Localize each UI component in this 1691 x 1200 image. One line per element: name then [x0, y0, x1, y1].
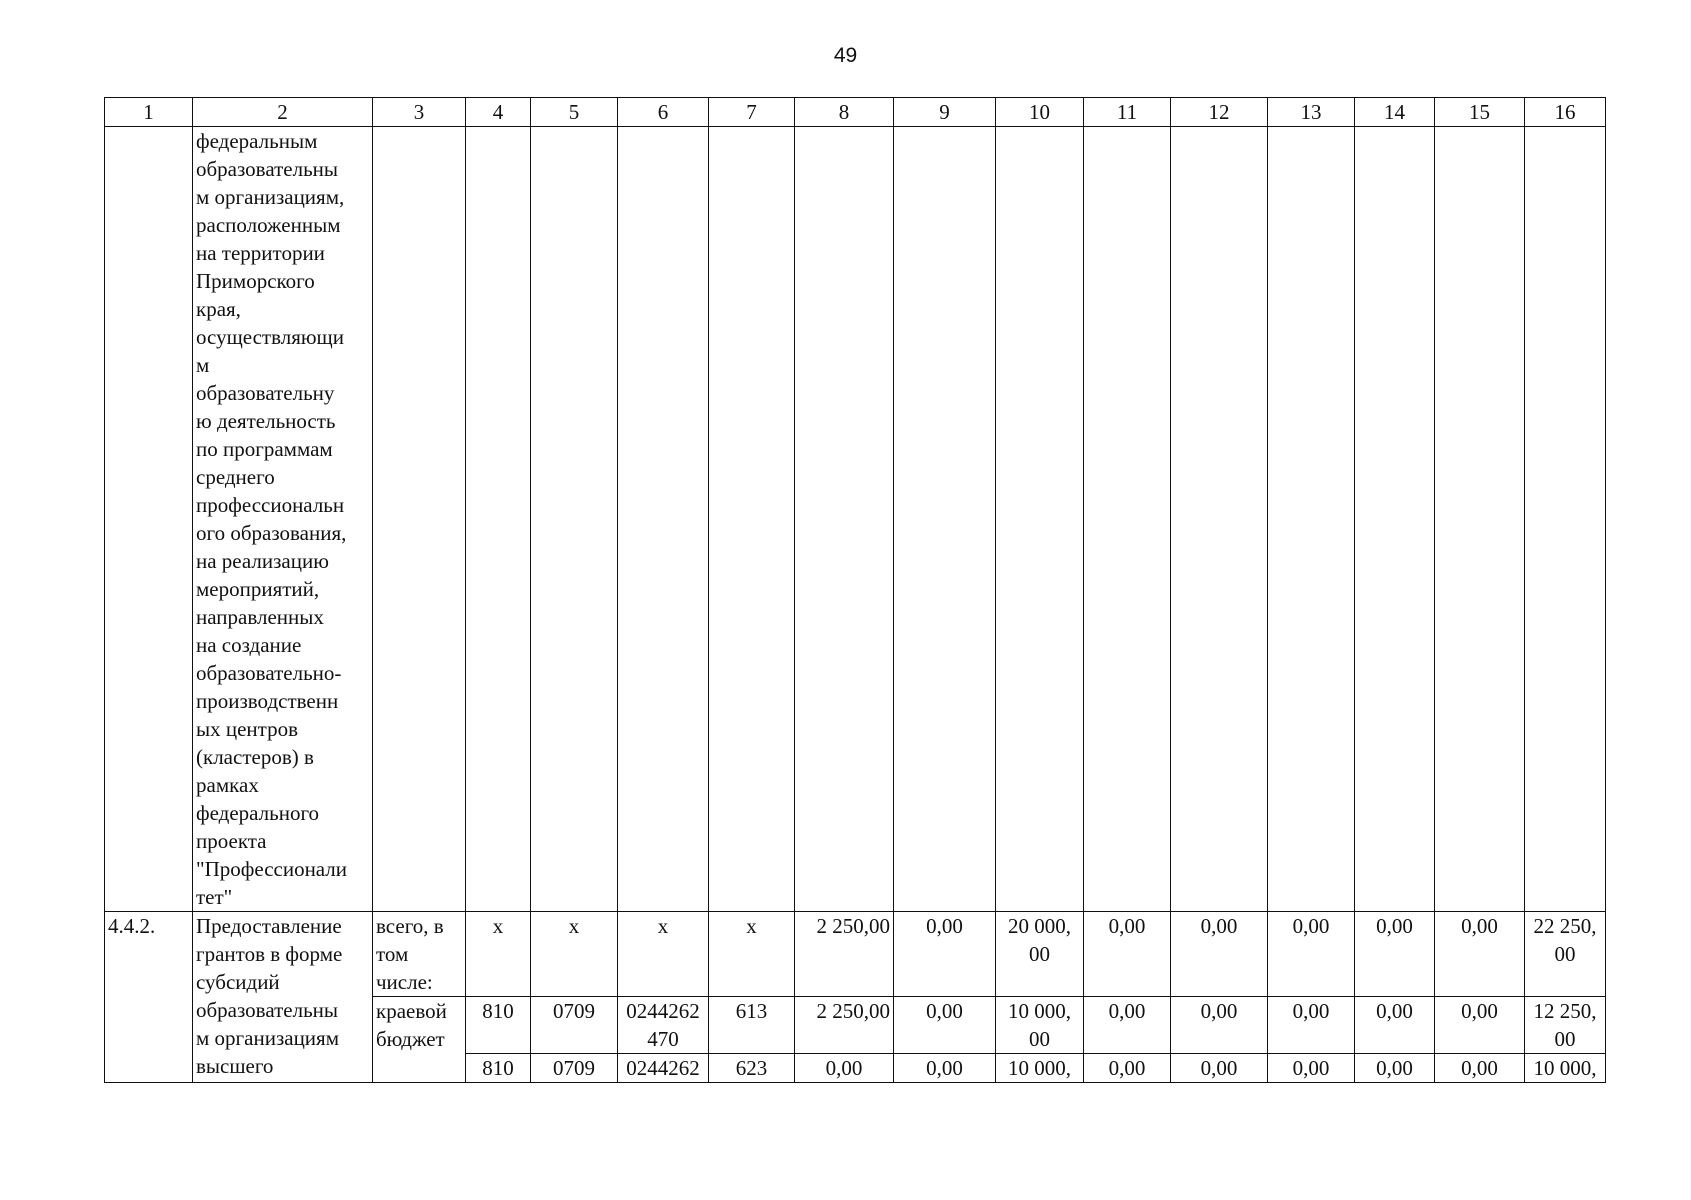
value-cell: 2 250,00: [795, 997, 894, 1054]
value-cell: 0,00: [1435, 1054, 1525, 1083]
empty-cell: [1355, 127, 1435, 912]
value-cell: 0,00: [1355, 912, 1435, 997]
empty-cell: [466, 127, 531, 912]
empty-cell: [894, 127, 996, 912]
empty-cell: [1171, 127, 1268, 912]
section-cell: 0709: [531, 1054, 618, 1083]
value-cell: 0,00: [1435, 912, 1525, 997]
header-cell: 8: [795, 98, 894, 127]
item-description: Предоставление грантов в форме субсидий образовательны м организациям высшего: [193, 912, 373, 1083]
empty-cell: [1084, 127, 1171, 912]
header-cell: 1: [105, 98, 193, 127]
vr-cell: 613: [709, 997, 795, 1054]
header-row: [105, 98, 1606, 127]
value-cell: 0,00: [1268, 1054, 1355, 1083]
value-cell: 0,00: [1355, 1054, 1435, 1083]
target-cell: 0244262 470: [618, 997, 709, 1054]
continued-row: [105, 127, 1606, 912]
empty-cell: [996, 127, 1084, 912]
value-cell: 0,00: [1084, 1054, 1171, 1083]
empty-cell: [373, 127, 466, 912]
value-cell: 0,00: [894, 1054, 996, 1083]
value-cell: 0,00: [795, 1054, 894, 1083]
vr-cell: x: [709, 912, 795, 997]
target-cell: x: [618, 912, 709, 997]
value-cell: 20 000, 00: [996, 912, 1084, 997]
source-cell: всего, в том числе:: [373, 912, 466, 997]
empty-cell: [709, 127, 795, 912]
table-row: [105, 912, 1606, 997]
header-cell: 7: [709, 98, 795, 127]
header-cell: 3: [373, 98, 466, 127]
header-cell: 14: [1355, 98, 1435, 127]
total-cell: 12 250, 00: [1525, 997, 1606, 1054]
header-cell: 16: [1525, 98, 1606, 127]
value-cell: 10 000,: [996, 1054, 1084, 1083]
source-cell: краевой бюджет: [373, 997, 466, 1083]
item-number: 4.4.2.: [105, 912, 193, 1083]
header-cell: 10: [996, 98, 1084, 127]
target-cell: 0244262: [618, 1054, 709, 1083]
header-cell: 2: [193, 98, 373, 127]
value-cell: 0,00: [1435, 997, 1525, 1054]
empty-cell: [795, 127, 894, 912]
section-cell: 0709: [531, 997, 618, 1054]
value-cell: 0,00: [1171, 912, 1268, 997]
gr-cell: 810: [466, 997, 531, 1054]
continued-number-cell: [105, 127, 193, 912]
header-cell: 13: [1268, 98, 1355, 127]
value-cell: 0,00: [1171, 997, 1268, 1054]
budget-table: [104, 97, 1606, 1083]
value-cell: 0,00: [894, 912, 996, 997]
empty-cell: [1435, 127, 1525, 912]
continued-description: федеральным образовательны м организациям, расположенным на территории Приморского края, осуществляющи м образовательну ю деятельность по программам среднего профессиональн ого образования, на реализацию мероприятий, направленных на создание образовательно- производственн ых центров (кластеров) в рамках федерального проекта "Профессионали тет": [193, 127, 373, 912]
total-cell: 10 000,: [1525, 1054, 1606, 1083]
header-cell: 15: [1435, 98, 1525, 127]
vr-cell: 623: [709, 1054, 795, 1083]
value-cell: 0,00: [1268, 912, 1355, 997]
value-cell: 0,00: [1355, 997, 1435, 1054]
page-number: 49: [833, 44, 858, 67]
value-cell: 0,00: [894, 997, 996, 1054]
header-cell: 6: [618, 98, 709, 127]
value-cell: 10 000, 00: [996, 997, 1084, 1054]
header-cell: 12: [1171, 98, 1268, 127]
gr-cell: x: [466, 912, 531, 997]
value-cell: 0,00: [1171, 1054, 1268, 1083]
empty-cell: [1525, 127, 1606, 912]
empty-cell: [1268, 127, 1355, 912]
empty-cell: [618, 127, 709, 912]
section-cell: x: [531, 912, 618, 997]
empty-cell: [531, 127, 618, 912]
header-cell: 11: [1084, 98, 1171, 127]
header-cell: 5: [531, 98, 618, 127]
value-cell: 2 250,00: [795, 912, 894, 997]
value-cell: 0,00: [1084, 912, 1171, 997]
gr-cell: 810: [466, 1054, 531, 1083]
value-cell: 0,00: [1084, 997, 1171, 1054]
header-cell: 4: [466, 98, 531, 127]
value-cell: 0,00: [1268, 997, 1355, 1054]
header-cell: 9: [894, 98, 996, 127]
total-cell: 22 250, 00: [1525, 912, 1606, 997]
